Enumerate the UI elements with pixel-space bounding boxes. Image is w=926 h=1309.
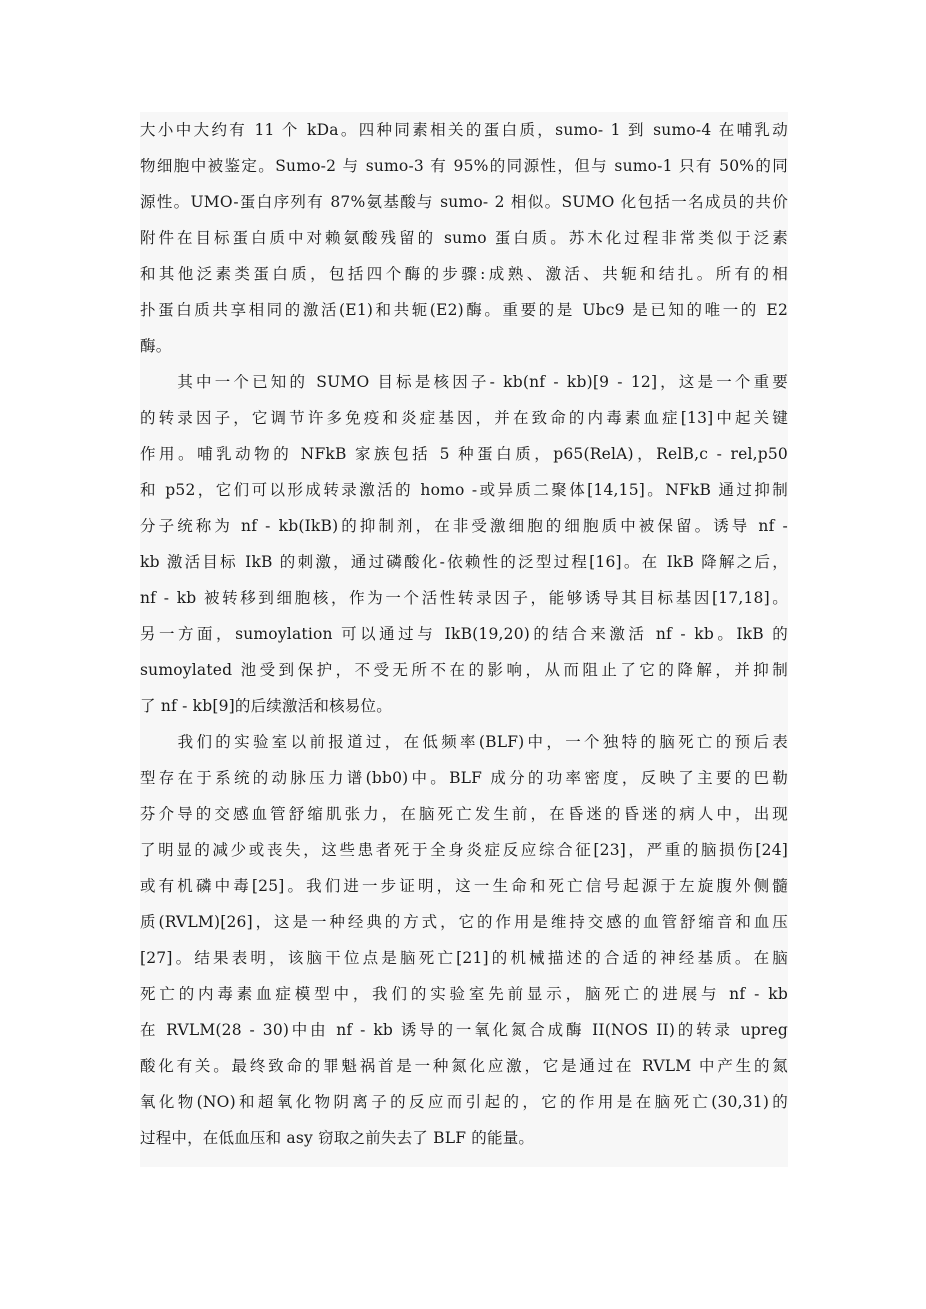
text-line: 质(RVLM)[26]，这是一种经典的方式，它的作用是维持交感的血管舒缩音和血压 [140,913,788,931]
text-line: 的转录因子，它调节许多免疫和炎症基因，并在致命的内毒素血症[13]中起关键 [140,409,788,427]
text-line: 大小中大约有 11 个 kDa。四种同素相关的蛋白质，sumo- 1 到 sumo-4 在哺乳动 [140,121,788,139]
text-line: 死亡的内毒素血症模型中，我们的实验室先前显示，脑死亡的进展与 nf - kb [140,985,788,1003]
text-line: 或有机磷中毒[25]。我们进一步证明，这一生命和死亡信号起源于左旋腹外侧髓 [140,877,788,895]
text-line: 另一方面，sumoylation 可以通过与 IkB(19,20)的结合来激活 nf - kb。IkB 的 [140,625,788,643]
text-line: 氧化物(NO)和超氧化物阴离子的反应而引起的，它的作用是在脑死亡(30,31)的 [140,1093,788,1111]
text-line: 过程中，在低血压和 asy 窃取之前失去了 BLF 的能量。 [140,1129,535,1147]
text-line: 物细胞中被鉴定。Sumo-2 与 sumo-3 有 95%的同源性，但与 sumo-1 只有 50%的同 [140,157,788,175]
text-line: [27]。结果表明，该脑干位点是脑死亡[21]的机械描述的合适的神经基质。在脑 [140,949,788,967]
text-line: 在 RVLM(28 - 30)中由 nf - kb 诱导的一氧化氮合成酶 II(NOS II)的转录 upreg [140,1021,788,1039]
text-line: kb 激活目标 IkB 的刺激，通过磷酸化-依赖性的泛型过程[16]。在 IkB 降解之后， [140,553,788,571]
body-text [140,112,788,1167]
text-line: 附件在目标蛋白质中对赖氨酸残留的 sumo 蛋白质。苏木化过程非常类似于泛素 [140,229,788,247]
text-line: 源性。UMO-蛋白序列有 87%氨基酸与 sumo- 2 相似。SUMO 化包括一名成员的共价 [140,193,788,211]
paragraph-brain-death [140,724,788,1156]
text-line: 和其他泛素类蛋白质，包括四个酶的步骤:成熟、激活、共轭和结扎。所有的相 [140,265,788,283]
text-line: 型存在于系统的动脉压力谱(bb0)中。BLF 成分的功率密度，反映了主要的巴勒 [140,769,788,787]
text-line: sumoylated 池受到保护，不受无所不在的影响，从而阻止了它的降解，并抑制 [140,661,788,679]
paragraph-sumo-intro [140,112,788,364]
text-line: 酶。 [140,337,172,355]
text-line: 其中一个已知的 SUMO 目标是核因子- kb(nf - kb)[9 - 12]，这是一个重要 [140,373,788,391]
text-line: nf - kb 被转移到细胞核，作为一个活性转录因子，能够诱导其目标基因[17,18]。 [140,589,788,607]
text-line: 扑蛋白质共享相同的激活(E1)和共轭(E2)酶。重要的是 Ubc9 是已知的唯一的 E2 [140,301,788,319]
text-line: 作用。哺乳动物的 NFkB 家族包括 5 种蛋白质，p65(RelA)，RelB,c - rel,p50 [140,445,788,463]
text-line: 了明显的减少或丧失，这些患者死于全身炎症反应综合征[23]，严重的脑损伤[24] [140,841,788,859]
text-line: 酸化有关。最终致命的罪魁祸首是一种氮化应激，它是通过在 RVLM 中产生的氮 [140,1057,788,1075]
paragraph-nfkb [140,364,788,724]
text-line: 了 nf - kb[9]的后续激活和核易位。 [140,697,392,715]
text-line: 和 p52，它们可以形成转录激活的 homo -或异质二聚体[14,15]。NFkB 通过抑制 [140,481,788,499]
text-line: 芬介导的交感血管舒缩肌张力，在脑死亡发生前，在昏迷的昏迷的病人中，出现 [140,805,788,823]
text-line: 我们的实验室以前报道过，在低频率(BLF)中，一个独特的脑死亡的预后表 [140,733,788,751]
text-line: 分子统称为 nf - kb(IkB)的抑制剂，在非受激细胞的细胞质中被保留。诱导 nf - [140,517,788,535]
